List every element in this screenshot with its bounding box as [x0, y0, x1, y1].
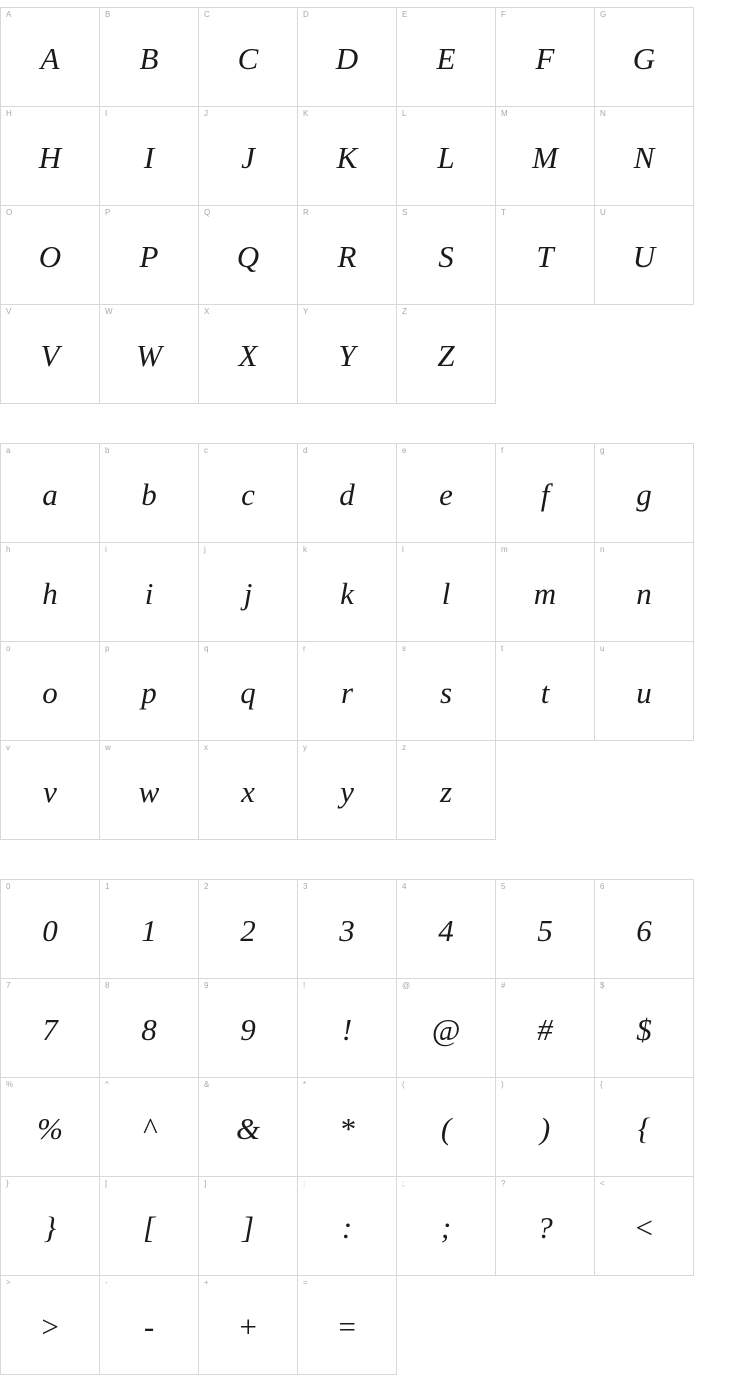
glyph-code-label: S — [402, 208, 408, 217]
glyph-character: S — [438, 239, 454, 274]
glyph-code-label: k — [303, 545, 307, 554]
glyph-cell[interactable] — [594, 205, 694, 305]
glyph-code-label: b — [105, 446, 110, 455]
glyph-character: H — [38, 140, 62, 175]
glyph-character: P — [139, 239, 159, 274]
glyph-code-label: X — [204, 307, 210, 316]
glyph-cell[interactable] — [0, 7, 100, 107]
glyph-cell[interactable] — [198, 1077, 298, 1177]
glyph-cell[interactable] — [396, 740, 496, 840]
glyph-code-label: 0 — [6, 882, 11, 891]
glyph-cell[interactable] — [297, 205, 397, 305]
glyph-character: c — [241, 477, 255, 512]
glyph-cell[interactable] — [0, 1077, 100, 1177]
glyph-code-label: % — [6, 1080, 14, 1089]
glyph-row — [0, 740, 740, 840]
glyph-character: Z — [437, 338, 455, 373]
glyph-character: s — [439, 675, 453, 710]
glyph-character: - — [143, 1309, 155, 1344]
glyph-code-label: z — [402, 743, 406, 752]
glyph-cell[interactable] — [594, 1077, 694, 1177]
glyph-cell[interactable] — [297, 1077, 397, 1177]
glyph-cell[interactable] — [495, 443, 595, 543]
glyph-cell[interactable] — [495, 641, 595, 741]
glyph-cell[interactable] — [0, 443, 100, 543]
glyph-character: o — [42, 675, 58, 710]
glyph-cell[interactable] — [198, 1176, 298, 1276]
glyph-code-label: ; — [402, 1179, 405, 1188]
glyph-cell[interactable] — [297, 978, 397, 1078]
glyph-character: [ — [142, 1210, 156, 1245]
glyph-cell[interactable] — [0, 1275, 100, 1375]
glyph-row — [0, 542, 740, 642]
glyph-code-label: d — [303, 446, 308, 455]
glyph-code-label: N — [600, 109, 606, 118]
glyph-character: ! — [341, 1012, 353, 1047]
glyph-cell[interactable] — [396, 641, 496, 741]
glyph-cell[interactable] — [198, 879, 298, 979]
glyph-code-label: u — [600, 644, 605, 653]
glyph-code-label: Q — [204, 208, 211, 217]
glyph-cell[interactable] — [198, 978, 298, 1078]
glyph-code-label: 6 — [600, 882, 605, 891]
glyph-code-label: 3 — [303, 882, 308, 891]
glyph-cell[interactable] — [495, 978, 595, 1078]
glyph-code-label: A — [6, 10, 12, 19]
glyph-code-label: < — [600, 1179, 605, 1188]
glyph-character: M — [532, 140, 558, 175]
glyph-character: u — [636, 675, 652, 710]
glyph-cell[interactable] — [396, 205, 496, 305]
glyph-cell[interactable] — [594, 106, 694, 206]
glyph-code-label: h — [6, 545, 11, 554]
glyph-character: * — [339, 1111, 355, 1146]
glyph-code-label: * — [303, 1080, 307, 1089]
glyph-code-label: m — [501, 545, 508, 554]
glyph-character: @ — [431, 1012, 461, 1047]
glyph-code-label: O — [6, 208, 13, 217]
glyph-code-label: 8 — [105, 981, 110, 990]
glyph-cell[interactable] — [198, 106, 298, 206]
glyph-character: h — [42, 576, 58, 611]
glyph-character: 1 — [141, 913, 157, 948]
glyph-cell[interactable] — [0, 205, 100, 305]
glyph-code-label: E — [402, 10, 408, 19]
glyph-code-label: j — [204, 545, 206, 554]
glyph-cell[interactable] — [396, 443, 496, 543]
glyph-cell[interactable] — [99, 443, 199, 543]
glyph-code-label: H — [6, 109, 12, 118]
glyph-character: q — [240, 675, 256, 710]
glyph-character: Q — [236, 239, 260, 274]
glyph-character: $ — [636, 1012, 652, 1047]
glyph-cell[interactable] — [495, 7, 595, 107]
glyph-character: T — [536, 239, 554, 274]
glyph-character: e — [439, 477, 453, 512]
glyph-character: N — [633, 140, 655, 175]
glyph-cell[interactable] — [495, 879, 595, 979]
glyph-character: 8 — [141, 1012, 157, 1047]
glyph-code-label: e — [402, 446, 407, 455]
glyph-cell[interactable] — [495, 106, 595, 206]
glyph-code-label: T — [501, 208, 506, 217]
glyph-character: j — [243, 576, 253, 611]
glyph-cell[interactable] — [99, 1275, 199, 1375]
glyph-code-label: J — [204, 109, 208, 118]
glyph-character: X — [238, 338, 258, 373]
glyph-row — [0, 978, 740, 1078]
glyph-code-label: M — [501, 109, 508, 118]
glyph-character: z — [439, 774, 453, 809]
glyph-character: i — [144, 576, 154, 611]
glyph-row — [0, 304, 740, 404]
glyph-code-label: t — [501, 644, 504, 653]
glyph-row — [0, 7, 740, 107]
glyph-character: J — [241, 140, 255, 175]
glyph-code-label: Z — [402, 307, 407, 316]
glyph-character: ; — [440, 1210, 452, 1245]
glyph-cell[interactable] — [594, 7, 694, 107]
glyph-code-label: 4 — [402, 882, 407, 891]
glyph-code-label: W — [105, 307, 113, 316]
glyph-character: F — [535, 41, 555, 76]
glyph-character: ] — [241, 1210, 255, 1245]
glyph-character: a — [42, 477, 58, 512]
glyph-code-label: s — [402, 644, 406, 653]
glyph-code-label: $ — [600, 981, 605, 990]
glyph-character: R — [337, 239, 357, 274]
glyph-cell[interactable] — [198, 641, 298, 741]
glyph-character: { — [637, 1111, 651, 1146]
glyph-cell[interactable] — [594, 879, 694, 979]
glyph-character: 3 — [339, 913, 355, 948]
glyph-code-label: 2 — [204, 882, 209, 891]
glyph-code-label: ! — [303, 981, 306, 990]
glyph-character: E — [436, 41, 456, 76]
glyph-cell[interactable] — [99, 1176, 199, 1276]
glyph-code-label: L — [402, 109, 407, 118]
glyph-code-label: g — [600, 446, 605, 455]
glyph-character: & — [235, 1111, 261, 1146]
glyph-cell[interactable] — [99, 740, 199, 840]
glyph-cell[interactable] — [297, 1176, 397, 1276]
glyph-character: B — [139, 41, 159, 76]
glyph-code-label: l — [402, 545, 404, 554]
glyph-cell[interactable] — [0, 641, 100, 741]
glyph-cell[interactable] — [198, 542, 298, 642]
glyph-cell[interactable] — [396, 542, 496, 642]
glyph-code-label: r — [303, 644, 306, 653]
glyph-cell[interactable] — [495, 205, 595, 305]
glyph-row — [0, 205, 740, 305]
glyph-cell[interactable] — [198, 740, 298, 840]
glyph-character: b — [141, 477, 157, 512]
glyph-character: + — [237, 1309, 259, 1344]
glyph-cell[interactable] — [198, 443, 298, 543]
glyph-code-label: @ — [402, 981, 411, 990]
glyph-block-uppercase-letters — [0, 7, 740, 404]
glyph-cell[interactable] — [594, 542, 694, 642]
glyph-cell[interactable] — [0, 978, 100, 1078]
glyph-character: v — [43, 774, 57, 809]
glyph-cell[interactable] — [0, 304, 100, 404]
glyph-cell[interactable] — [297, 641, 397, 741]
glyph-cell[interactable] — [297, 304, 397, 404]
glyph-cell[interactable] — [495, 1176, 595, 1276]
glyph-character: 9 — [240, 1012, 256, 1047]
glyph-code-label: ( — [402, 1080, 405, 1089]
glyph-character: ^ — [142, 1111, 156, 1146]
glyph-cell[interactable] — [396, 1176, 496, 1276]
glyph-cell[interactable] — [0, 740, 100, 840]
glyph-character: g — [636, 477, 652, 512]
glyph-character: ? — [537, 1210, 553, 1245]
glyph-cell[interactable] — [99, 205, 199, 305]
glyph-character: 4 — [438, 913, 454, 948]
glyph-character: Y — [338, 338, 356, 373]
glyph-code-label: f — [501, 446, 504, 455]
glyph-cell[interactable] — [0, 879, 100, 979]
glyph-code-label: ) — [501, 1080, 504, 1089]
glyph-cell[interactable] — [594, 641, 694, 741]
glyph-code-label: # — [501, 981, 506, 990]
glyph-cell[interactable] — [396, 7, 496, 107]
glyph-code-label: 7 — [6, 981, 11, 990]
glyph-code-label: C — [204, 10, 210, 19]
glyph-code-label: Y — [303, 307, 309, 316]
glyph-code-label: ? — [501, 1179, 506, 1188]
glyph-cell[interactable] — [594, 443, 694, 543]
glyph-code-label: w — [105, 743, 111, 752]
glyph-code-label: ] — [204, 1179, 207, 1188]
glyph-character: y — [340, 774, 354, 809]
glyph-code-label: o — [6, 644, 11, 653]
glyph-cell[interactable] — [297, 740, 397, 840]
glyph-code-label: F — [501, 10, 506, 19]
glyph-code-label: P — [105, 208, 111, 217]
glyph-cell[interactable] — [396, 106, 496, 206]
glyph-character: x — [241, 774, 255, 809]
glyph-character: : — [341, 1210, 353, 1245]
glyph-character: U — [632, 239, 656, 274]
glyph-code-label: - — [105, 1278, 108, 1287]
glyph-cell[interactable] — [495, 1077, 595, 1177]
glyph-row — [0, 443, 740, 543]
glyph-character: % — [37, 1111, 63, 1146]
glyph-character: A — [40, 41, 60, 76]
glyph-cell[interactable] — [396, 304, 496, 404]
glyph-cell[interactable] — [396, 1077, 496, 1177]
glyph-code-label: ^ — [105, 1080, 109, 1089]
glyph-cell[interactable] — [0, 106, 100, 206]
glyph-character: p — [141, 675, 157, 710]
glyph-code-label: > — [6, 1278, 11, 1287]
glyph-character: n — [636, 576, 652, 611]
glyph-cell[interactable] — [396, 978, 496, 1078]
glyph-code-label: V — [6, 307, 12, 316]
glyph-cell[interactable] — [198, 304, 298, 404]
glyph-character: I — [143, 140, 155, 175]
glyph-cell[interactable] — [495, 542, 595, 642]
glyph-cell[interactable] — [297, 1275, 397, 1375]
glyph-code-label: G — [600, 10, 607, 19]
glyph-character: t — [540, 675, 550, 710]
glyph-character: 0 — [42, 913, 58, 948]
glyph-code-label: D — [303, 10, 309, 19]
glyph-cell[interactable] — [0, 542, 100, 642]
glyph-character: l — [441, 576, 451, 611]
glyph-character: m — [533, 576, 557, 611]
glyph-code-label: K — [303, 109, 309, 118]
glyph-code-label: : — [303, 1179, 306, 1188]
glyph-character: k — [340, 576, 354, 611]
glyph-row — [0, 641, 740, 741]
glyph-character: L — [437, 140, 455, 175]
glyph-cell[interactable] — [297, 443, 397, 543]
glyph-cell[interactable] — [297, 106, 397, 206]
glyph-cell[interactable] — [99, 304, 199, 404]
glyph-character: C — [237, 41, 259, 76]
glyph-cell[interactable] — [594, 1176, 694, 1276]
glyph-character: ( — [440, 1111, 452, 1146]
glyph-code-label: p — [105, 644, 110, 653]
glyph-code-label: n — [600, 545, 605, 554]
glyph-cell[interactable] — [396, 879, 496, 979]
glyph-character: } — [43, 1210, 57, 1245]
glyph-code-label: q — [204, 644, 209, 653]
glyph-code-label: B — [105, 10, 111, 19]
glyph-code-label: y — [303, 743, 307, 752]
glyph-row — [0, 879, 740, 979]
glyph-character: > — [39, 1309, 61, 1344]
glyph-code-label: a — [6, 446, 11, 455]
glyph-row — [0, 106, 740, 206]
glyph-character: r — [340, 675, 354, 710]
glyph-character: # — [537, 1012, 553, 1047]
glyph-character: W — [136, 338, 162, 373]
glyph-character: w — [138, 774, 160, 809]
glyph-character: ) — [539, 1111, 551, 1146]
glyph-cell[interactable] — [0, 1176, 100, 1276]
glyph-cell[interactable] — [99, 879, 199, 979]
glyph-character: f — [540, 477, 550, 512]
glyph-character: 5 — [537, 913, 553, 948]
glyph-code-label: { — [600, 1080, 603, 1089]
glyph-cell[interactable] — [198, 1275, 298, 1375]
glyph-code-label: 5 — [501, 882, 506, 891]
glyph-row — [0, 1176, 740, 1276]
glyph-block-lowercase-letters — [0, 443, 740, 840]
glyph-code-label: v — [6, 743, 10, 752]
glyph-cell[interactable] — [198, 205, 298, 305]
glyph-character: < — [633, 1210, 655, 1245]
glyph-code-label: 1 — [105, 882, 110, 891]
glyph-code-label: I — [105, 109, 108, 118]
glyph-code-label: R — [303, 208, 309, 217]
glyph-blocks-container — [0, 7, 740, 1375]
glyph-character: O — [38, 239, 62, 274]
glyph-cell[interactable] — [99, 7, 199, 107]
glyph-cell[interactable] — [99, 542, 199, 642]
glyph-character: G — [632, 41, 656, 76]
glyph-character: 2 — [240, 913, 256, 948]
glyph-character: 6 — [636, 913, 652, 948]
glyph-character: K — [336, 140, 358, 175]
glyph-code-label: c — [204, 446, 208, 455]
glyph-character: D — [335, 41, 359, 76]
glyph-cell[interactable] — [297, 542, 397, 642]
glyph-code-label: + — [204, 1278, 209, 1287]
glyph-cell[interactable] — [594, 978, 694, 1078]
glyph-row — [0, 1077, 740, 1177]
glyph-character: d — [339, 477, 355, 512]
glyph-code-label: x — [204, 743, 208, 752]
glyph-cell[interactable] — [99, 641, 199, 741]
glyph-character: = — [336, 1309, 358, 1344]
glyph-cell[interactable] — [99, 978, 199, 1078]
glyph-cell[interactable] — [99, 106, 199, 206]
glyph-cell[interactable] — [198, 7, 298, 107]
glyph-row — [0, 1275, 740, 1375]
glyph-code-label: U — [600, 208, 606, 217]
glyph-character: V — [40, 338, 60, 373]
glyph-block-digits-and-symbols — [0, 879, 740, 1375]
glyph-code-label: = — [303, 1278, 308, 1287]
glyph-code-label: 9 — [204, 981, 209, 990]
glyph-code-label: } — [6, 1179, 9, 1188]
glyph-code-label: i — [105, 545, 107, 554]
glyph-cell[interactable] — [297, 879, 397, 979]
glyph-code-label: [ — [105, 1179, 108, 1188]
glyph-code-label: & — [204, 1080, 210, 1089]
glyph-cell[interactable] — [99, 1077, 199, 1177]
glyph-cell[interactable] — [297, 7, 397, 107]
glyph-character: 7 — [42, 1012, 58, 1047]
